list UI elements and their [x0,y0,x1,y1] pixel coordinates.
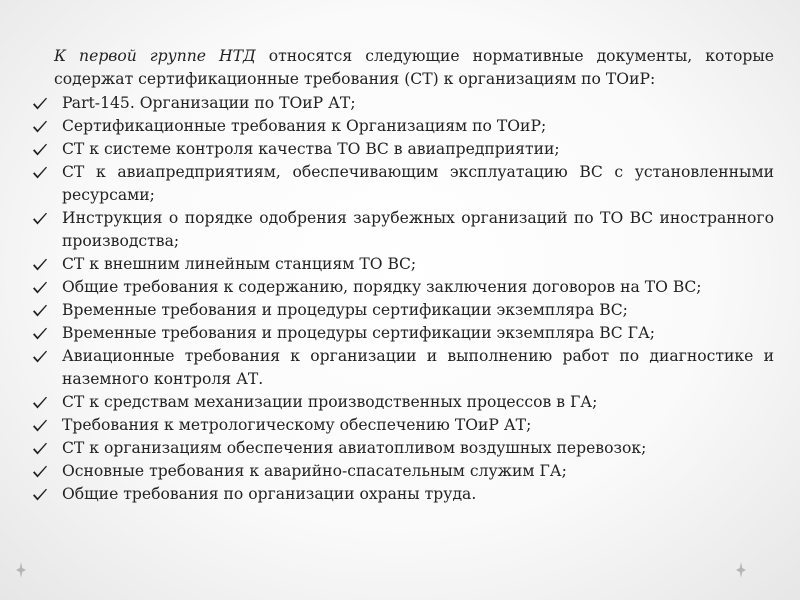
list-item-text: СТ к средствам механизации производственных процессов в ГА; [62,393,598,411]
list-item-text: СТ к системе контроля качества ТО ВС в авиапредприятии; [62,140,560,158]
list-item-text: Требования к метрологическому обеспечению ТОиР АТ; [62,416,532,434]
list-item-text: Part-145. Организации по ТОиР АТ; [62,94,356,112]
intro-italic-lead: К первой группе НТД [54,47,256,65]
list-item [30,391,774,414]
list-item-text: Общие требования к содержанию, порядку заключения договоров на ТО ВС; [62,278,702,296]
checkmark-icon [32,92,50,115]
list-item [30,138,774,161]
list-item-text: Инструкция о порядке одобрения зарубежных организаций по ТО ВС иностранного производства; [62,209,774,250]
checkmark-icon [32,253,50,276]
checkmark-icon [32,161,50,184]
list-item-text: СТ к внешним линейным станциям ТО ВС; [62,255,417,273]
list-item [30,437,774,460]
checkmark-icon [32,115,50,138]
list-item-text: Авиационные требования к организации и выполнению работ по диагностике и наземного контроля АТ. [62,347,774,388]
list-item [30,207,774,253]
slide-content [30,45,774,506]
list-item [30,299,774,322]
checkmark-icon [32,391,50,414]
list-item [30,92,774,115]
list-item [30,483,774,506]
checkmark-icon [32,483,50,506]
checkmark-icon [32,299,50,322]
list-item-text: Временные требования и процедуры сертификации экземпляра ВС; [62,301,628,319]
list-item [30,414,774,437]
checkmark-icon [32,460,50,483]
list-item-text: Временные требования и процедуры сертификации экземпляра ВС ГА; [62,324,656,342]
checkmark-icon [32,345,50,368]
intro-text: относятся следующие нормативные документы, которые содержат сертификационные требования (СТ) к организациям по ТОиР: [54,47,774,88]
list-item [30,345,774,391]
list-item [30,253,774,276]
ornament-icon [736,562,746,578]
checkmark-icon [32,138,50,161]
list-item-text: СТ к авиапредприятиям, обеспечивающим эксплуатацию ВС с установленными ресурсами; [62,163,774,204]
list-item [30,276,774,299]
ornament-icon [16,562,26,578]
checkmark-icon [32,322,50,345]
checkmark-icon [32,437,50,460]
list-item [30,115,774,138]
list-item-text: Сертификационные требования к Организациям по ТОиР; [62,117,547,135]
list-item-text: СТ к организациям обеспечения авиатопливом воздушных перевозок; [62,439,647,457]
list-item [30,322,774,345]
list-item-text: Основные требования к аварийно-спасательным служим ГА; [62,462,567,480]
list-item-text: Общие требования по организации охраны труда. [62,485,477,503]
list-item [30,161,774,207]
list-item [30,460,774,483]
document-list [30,92,774,506]
checkmark-icon [32,207,50,230]
intro-paragraph [30,45,774,91]
checkmark-icon [32,414,50,437]
checkmark-icon [32,276,50,299]
